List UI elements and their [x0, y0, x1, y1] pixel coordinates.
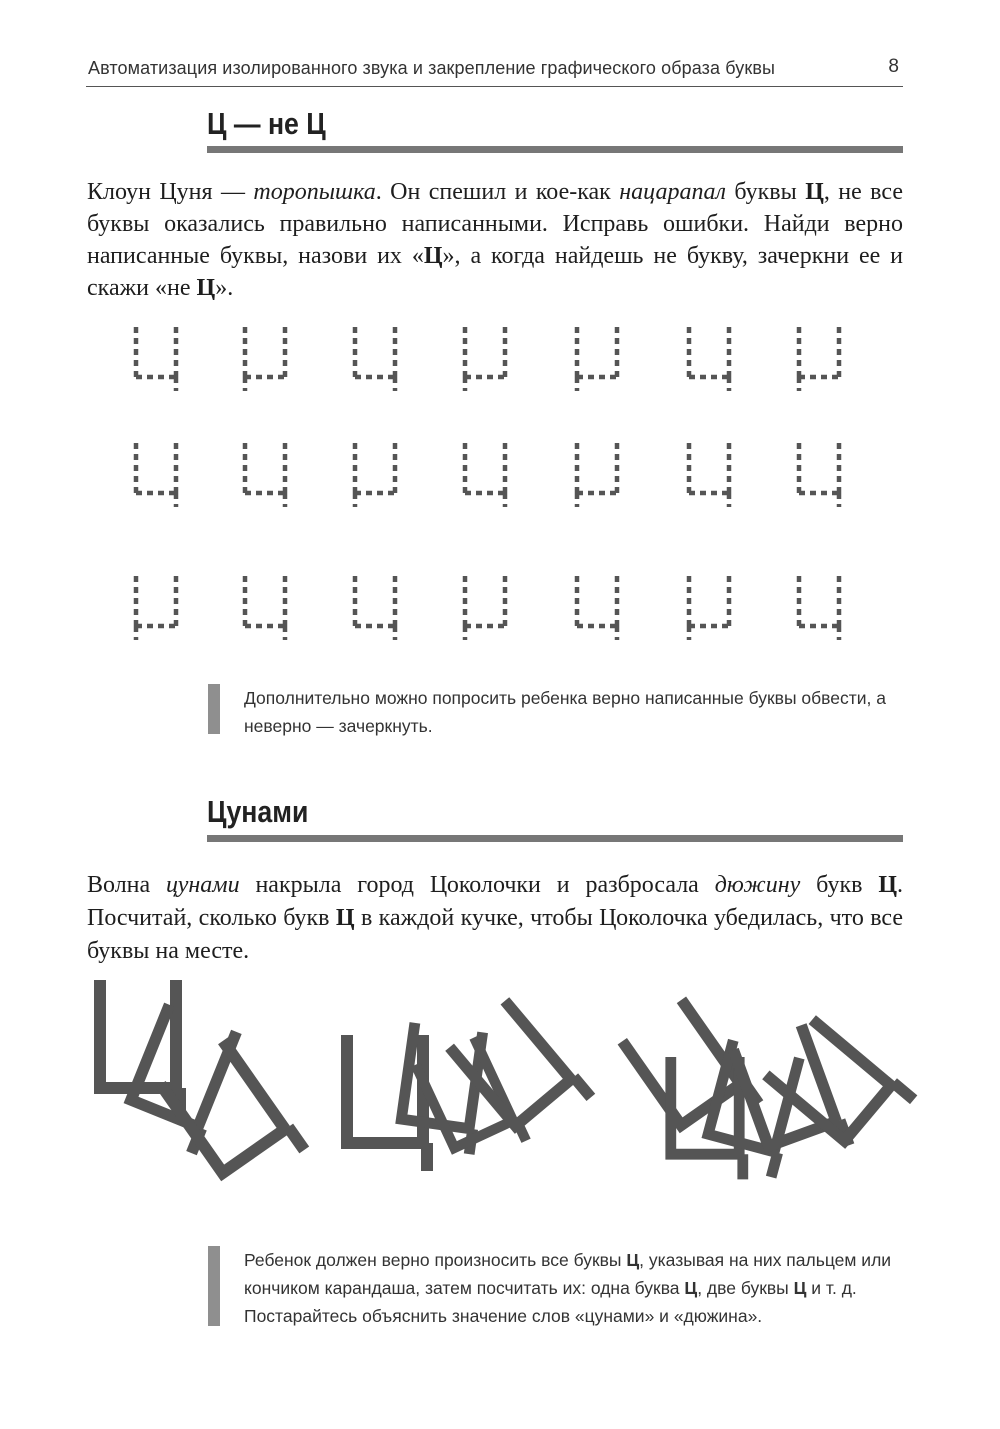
text-run: Ребенок должен верно произносить все буквы — [244, 1250, 627, 1270]
bold-letter: Ц — [793, 1278, 807, 1298]
bold-letter: Ц — [684, 1278, 698, 1298]
running-title: Автоматизация изолированного звука и закрепление графического образа буквы — [88, 58, 776, 78]
text-run: , не все буквы оказались правильно написанными. Исправь ошибки. Найди верно написанные буквы, назови их « — [87, 179, 903, 269]
pile-1[interactable] — [100, 980, 304, 1196]
italic-word: дюжину — [714, 872, 801, 898]
text-run: буквы — [725, 179, 806, 205]
section-2-note — [208, 1246, 939, 1326]
bold-letter: Ц — [196, 275, 216, 301]
text-run: , указывая на них пальцем или кончиком карандаша, затем посчитать их: одна буква — [244, 1250, 892, 1298]
text-run: букв — [800, 872, 879, 898]
text-run: », а когда найдешь не букву, зачеркни ее и скажи «не — [87, 243, 904, 301]
text-run: ». — [215, 275, 234, 301]
tsunami-letter — [161, 1039, 305, 1196]
text-run: накрыла город Цоколочки и разбросала — [239, 872, 715, 898]
text-run: в каждой кучке, чтобы Цоколочка убедилась, что все буквы на месте. — [87, 905, 903, 964]
bold-letter: Ц — [805, 179, 824, 205]
pile-3[interactable] — [622, 998, 913, 1180]
text-run: . Посчитай, сколько букв — [87, 872, 903, 931]
text-run: , две буквы — [697, 1278, 794, 1298]
bold-letter: Ц — [423, 243, 443, 269]
text-run: Клоун Цуня — — [87, 179, 254, 205]
italic-word: нацарапал — [619, 179, 726, 205]
italic-word: торопышка — [253, 179, 376, 205]
section-2-title: Цунами — [207, 794, 309, 829]
text-run: Дополнительно можно попросить ребенка верно написанные буквы обвести, а неверно — зачеркнуть. — [244, 688, 886, 736]
bold-letter: Ц — [626, 1250, 640, 1270]
page-number: 8 — [888, 56, 899, 77]
text-run: Волна — [87, 872, 167, 898]
section-1-title: Ц — не Ц — [207, 106, 326, 141]
bold-letter: Ц — [878, 872, 897, 898]
italic-word: цунами — [166, 872, 240, 898]
pile-2[interactable] — [347, 998, 591, 1171]
text-run: и т. д. Постарайтесь объяснить значение слов «цунами» и «дюжина». — [244, 1278, 857, 1326]
text-run: . Он спешил и кое-как — [375, 179, 620, 205]
bold-letter: Ц — [335, 905, 355, 931]
